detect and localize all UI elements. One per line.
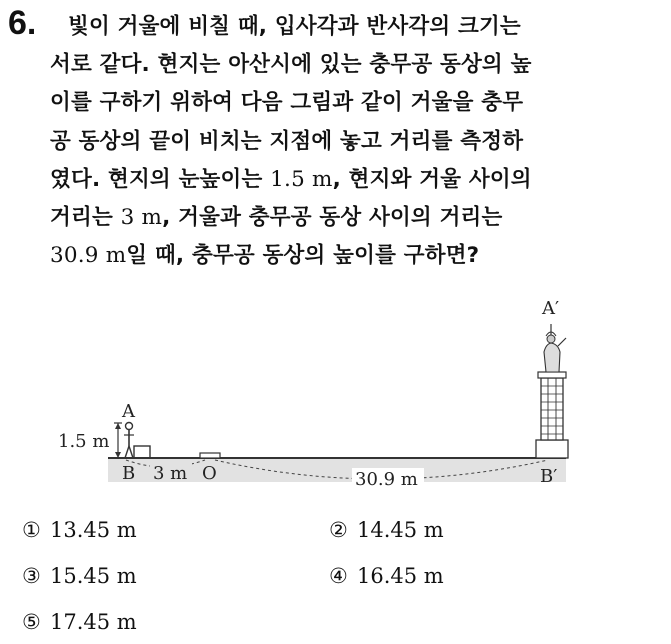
line-6-text-a: 거리는 xyxy=(50,205,121,231)
point-o-label: O xyxy=(202,463,217,484)
choice-2-marker: ② xyxy=(329,518,348,542)
line-7-text-b: 일 때, 충무공 동상의 높이를 구하면? xyxy=(126,243,480,269)
point-a-prime-label: A′ xyxy=(542,298,560,319)
choice-1-value: 13.45 m xyxy=(50,518,137,542)
question-line-2: 서로 같다. 현지는 아산시에 있는 충무공 동상의 높 xyxy=(50,52,532,78)
choice-4[interactable] xyxy=(329,564,444,588)
distance-ob-label: 30.9 m xyxy=(355,469,418,490)
choice-3-marker: ③ xyxy=(22,564,41,588)
distance-bo-label: 3 m xyxy=(153,463,188,484)
mirror-statue-distance: 30.9 m xyxy=(50,243,127,269)
choice-2[interactable] xyxy=(329,518,444,542)
choice-1[interactable] xyxy=(22,518,137,542)
choice-3-value: 15.45 m xyxy=(50,564,137,588)
choice-2-value: 14.45 m xyxy=(357,518,444,542)
person-mirror-distance: 3 m xyxy=(120,205,163,231)
choice-5[interactable] xyxy=(22,610,137,634)
question-line-3: 이를 구하기 위하여 다음 그림과 같이 거울을 충무 xyxy=(50,90,524,116)
question-line-4: 공 동상의 끝이 비치는 지점에 놓고 거리를 측정하 xyxy=(50,128,524,154)
line-6-text-b: , 거울과 충무공 동상 사이의 거리는 xyxy=(162,205,503,231)
statue-figure xyxy=(536,324,568,458)
point-b-prime-label: B′ xyxy=(540,466,558,487)
choice-5-value: 17.45 m xyxy=(50,610,137,634)
reflection-diagram xyxy=(0,286,671,500)
line-5-text-b: , 현지와 거울 사이의 xyxy=(332,166,532,192)
question-line-5 xyxy=(50,161,660,199)
point-a-label: A xyxy=(122,401,135,422)
choice-5-marker: ⑤ xyxy=(22,610,41,634)
mirror xyxy=(200,453,220,458)
height-label: 1.5 m xyxy=(58,431,110,452)
line-5-text-a: 였다. 현지의 눈높이는 xyxy=(50,166,271,192)
question-line-1: 빛이 거울에 비칠 때, 입사각과 반사각의 크기는 xyxy=(68,14,521,39)
height-marker xyxy=(114,423,122,458)
question-number: 6. xyxy=(8,4,37,42)
question-line-6 xyxy=(50,199,660,237)
choice-1-marker: ① xyxy=(22,518,41,542)
person-figure xyxy=(124,423,150,459)
eye-height-value: 1.5 m xyxy=(270,166,333,192)
choice-4-value: 16.45 m xyxy=(357,564,444,588)
question-line-7 xyxy=(50,237,660,275)
question-text xyxy=(50,8,660,275)
choice-3[interactable] xyxy=(22,564,137,588)
choice-4-marker: ④ xyxy=(329,564,348,588)
point-b-label: B xyxy=(122,463,136,484)
